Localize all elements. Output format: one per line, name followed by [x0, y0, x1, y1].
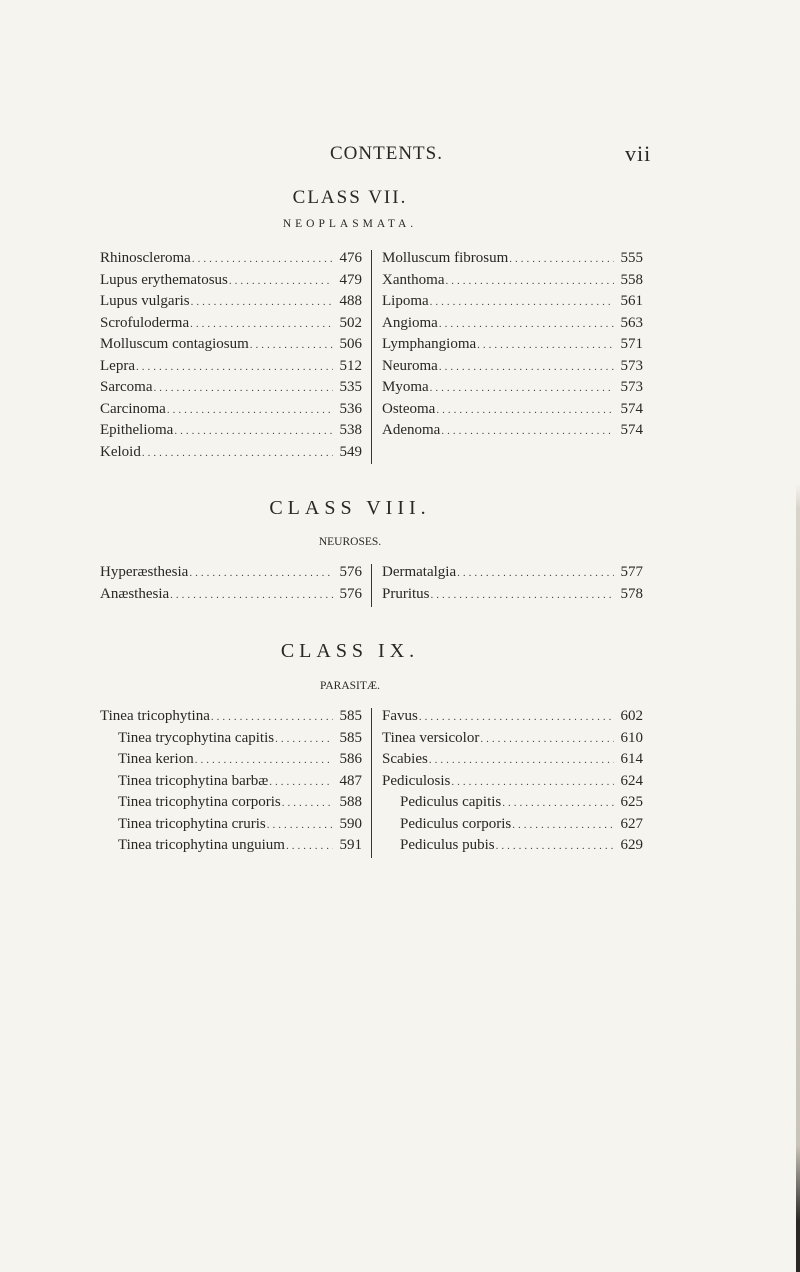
leader-dots	[509, 253, 614, 265]
toc-entry-page: 535	[339, 379, 362, 395]
toc-entry	[100, 336, 362, 358]
toc-column-right	[371, 564, 643, 607]
toc-entry-title: Tinea tricophytina unguium	[118, 837, 285, 853]
toc-entry-title: Molluscum fibrosum	[382, 250, 509, 266]
toc-entry	[382, 816, 643, 838]
leader-dots	[167, 404, 333, 416]
leader-dots	[136, 361, 333, 373]
toc-entry-title: Pediculus pubis	[400, 837, 495, 853]
toc-entry-page: 561	[620, 293, 643, 309]
toc-entry	[100, 730, 362, 752]
toc-entry-page: 512	[339, 357, 362, 374]
toc-entry-page: 538	[339, 422, 362, 438]
toc-entry-page: 549	[339, 443, 362, 460]
toc-entry	[382, 422, 643, 444]
leader-dots	[170, 589, 333, 601]
toc-column-right	[371, 250, 643, 464]
toc-entry	[100, 315, 362, 337]
toc-entry-title: Tinea versicolor	[382, 729, 480, 746]
toc-entry-page: 625	[620, 794, 643, 810]
leader-dots	[142, 447, 333, 459]
leader-dots	[191, 296, 333, 308]
page-header	[0, 143, 800, 173]
toc-entry-title: Scrofuloderma	[100, 314, 190, 331]
toc-entry	[100, 586, 362, 608]
toc-entry	[100, 379, 362, 401]
toc-entry-page: 588	[339, 794, 362, 810]
toc-entry-title: Favus	[382, 708, 418, 724]
toc-entry-page: 563	[620, 314, 643, 331]
toc-entry-page: 576	[339, 585, 362, 602]
leader-dots	[477, 339, 614, 351]
toc-entry	[382, 379, 643, 401]
leader-dots	[153, 382, 333, 394]
toc-entry-title: Anæsthesia	[100, 585, 170, 602]
toc-entry-page: 585	[339, 708, 362, 724]
leader-dots	[275, 733, 333, 745]
leader-dots	[502, 797, 614, 809]
toc-entry-title: Tinea tricophytina barbæ	[118, 772, 269, 789]
leader-dots	[451, 776, 614, 788]
toc-entry	[382, 250, 643, 272]
toc-entry-title: Pediculosis	[382, 772, 451, 789]
toc-entry-page: 577	[620, 564, 643, 580]
toc-entry-title: Lupus vulgaris	[100, 293, 190, 309]
toc-entry-title: Hyperæsthesia	[100, 564, 189, 580]
toc-entry-title: Pediculus capitis	[400, 794, 502, 810]
toc-entry-title: Molluscum contagiosum	[100, 336, 249, 352]
leader-dots	[195, 754, 333, 766]
toc-entry-title: Tinea tricophytina cruris	[118, 815, 266, 832]
toc-entry-title: Sarcoma	[100, 379, 153, 395]
toc-entry-page: 586	[339, 751, 362, 767]
toc-entry	[100, 444, 362, 466]
toc-entry-page: 487	[339, 772, 362, 789]
toc-entry	[100, 272, 362, 294]
leader-dots	[174, 425, 333, 437]
leader-dots	[192, 253, 333, 265]
toc-entry-page: 614	[620, 751, 643, 767]
toc-entry-page: 571	[620, 336, 643, 352]
toc-entry-title: Epithelioma	[100, 422, 174, 438]
toc-entry-title: Dermatalgia	[382, 564, 457, 580]
toc-entry	[382, 315, 643, 337]
toc-entry-page: 555	[620, 250, 643, 266]
toc-entry-page: 576	[339, 564, 362, 580]
toc-entry-title: Rhinoscleroma	[100, 250, 191, 266]
toc-entry-title: Pruritus	[382, 585, 430, 602]
toc-entry-title: Angioma	[382, 314, 438, 331]
toc-entry-title: Tinea trycophytina capitis	[118, 729, 275, 746]
toc-entry	[100, 250, 362, 272]
toc-entry-page: 578	[620, 585, 643, 602]
leader-dots	[457, 567, 614, 579]
toc-entry	[382, 336, 643, 358]
leader-dots	[286, 840, 333, 852]
leader-dots	[269, 776, 333, 788]
toc-entry-title: Pediculus corporis	[400, 815, 512, 832]
toc-entry-title: Tinea kerion	[118, 751, 194, 767]
toc-entry-page: 502	[339, 314, 362, 331]
page-edge-shadow	[796, 0, 800, 1272]
toc-entry	[100, 816, 362, 838]
leader-dots	[445, 275, 614, 287]
toc-entry	[100, 422, 362, 444]
toc-entry-page: 602	[620, 708, 643, 724]
toc-entry	[382, 401, 643, 423]
toc-entry	[382, 293, 643, 315]
class-subtitle: PARASITÆ.	[320, 680, 380, 692]
page-number: vii	[625, 141, 652, 166]
toc-entry-page: 506	[339, 336, 362, 352]
toc-entry-page: 536	[339, 400, 362, 417]
leader-dots	[439, 361, 614, 373]
toc-column-left	[100, 708, 362, 859]
toc-entry-page: 624	[620, 772, 643, 789]
toc-entry	[100, 401, 362, 423]
toc-entry-page: 558	[620, 271, 643, 288]
leader-dots	[439, 318, 614, 330]
leader-dots	[267, 819, 333, 831]
toc-entry	[382, 272, 643, 294]
leader-dots	[480, 733, 614, 745]
leader-dots	[496, 840, 614, 852]
toc-column-left	[100, 250, 362, 465]
leader-dots	[229, 275, 333, 287]
leader-dots	[512, 819, 614, 831]
toc-entry-page: 629	[620, 837, 643, 853]
class-subtitle: NEUROSES.	[318, 536, 382, 548]
toc-entry-title: Lepra	[100, 357, 135, 374]
leader-dots	[419, 711, 614, 723]
toc-entry	[100, 751, 362, 773]
leader-dots	[189, 567, 333, 579]
toc-entry-page: 573	[620, 379, 643, 395]
toc-entry-page: 610	[620, 729, 643, 746]
toc-entry-page: 573	[620, 357, 643, 374]
toc-entry-title: Carcinoma	[100, 400, 166, 417]
toc-column-right	[371, 708, 643, 858]
toc-entry-page: 488	[339, 293, 362, 309]
leader-dots	[250, 339, 333, 351]
toc-entry-title: Tinea tricophytina corporis	[118, 794, 281, 810]
leader-dots	[431, 589, 614, 601]
toc-entry	[382, 708, 643, 730]
leader-dots	[429, 754, 614, 766]
leader-dots	[211, 711, 333, 723]
toc-entry-title: Keloid	[100, 443, 141, 460]
toc-entry	[382, 751, 643, 773]
toc-entry	[382, 586, 643, 608]
toc-entry-title: Xanthoma	[382, 271, 445, 288]
toc-entry	[100, 837, 362, 859]
toc-entry	[382, 837, 643, 859]
toc-entry-page: 627	[620, 815, 643, 832]
toc-entry	[382, 358, 643, 380]
toc-entry-title: Lupus erythematosus	[100, 271, 228, 288]
leader-dots	[282, 797, 333, 809]
class-subtitle: NEOPLASMATA.	[282, 218, 418, 230]
class-title: CLASS VIII.	[269, 497, 431, 519]
toc-entry	[382, 730, 643, 752]
toc-entry	[100, 358, 362, 380]
toc-entry-title: Myoma	[382, 379, 429, 395]
leader-dots	[190, 318, 333, 330]
toc-entry	[100, 564, 362, 586]
toc-entry-title: Neuroma	[382, 357, 438, 374]
toc-entry-page: 479	[339, 271, 362, 288]
class-title: CLASS IX.	[280, 640, 420, 662]
toc-entry-title: Osteoma	[382, 400, 436, 417]
toc-column-left	[100, 564, 362, 607]
running-head: CONTENTS.	[330, 143, 443, 164]
leader-dots	[436, 404, 614, 416]
toc-entry-title: Scabies	[382, 751, 428, 767]
toc-entry-title: Tinea tricophytina	[100, 708, 210, 724]
toc-entry	[382, 564, 643, 586]
toc-entry	[100, 794, 362, 816]
toc-entry-page: 591	[339, 837, 362, 853]
toc-entry-title: Lymphangioma	[382, 336, 477, 352]
toc-entry-page: 574	[620, 422, 643, 438]
toc-entry	[100, 773, 362, 795]
toc-entry	[100, 293, 362, 315]
leader-dots	[430, 382, 614, 394]
toc-entry-title: Adenoma	[382, 422, 441, 438]
toc-entry	[382, 794, 643, 816]
class-title: CLASS VII.	[292, 187, 408, 208]
toc-entry	[382, 773, 643, 795]
toc-entry-page: 476	[339, 250, 362, 266]
toc-entry	[100, 708, 362, 730]
toc-entry-page: 574	[620, 400, 643, 417]
leader-dots	[430, 296, 614, 308]
toc-entry-page: 590	[339, 815, 362, 832]
toc-entry-title: Lipoma	[382, 293, 429, 309]
leader-dots	[441, 425, 614, 437]
toc-entry-page: 585	[339, 729, 362, 746]
